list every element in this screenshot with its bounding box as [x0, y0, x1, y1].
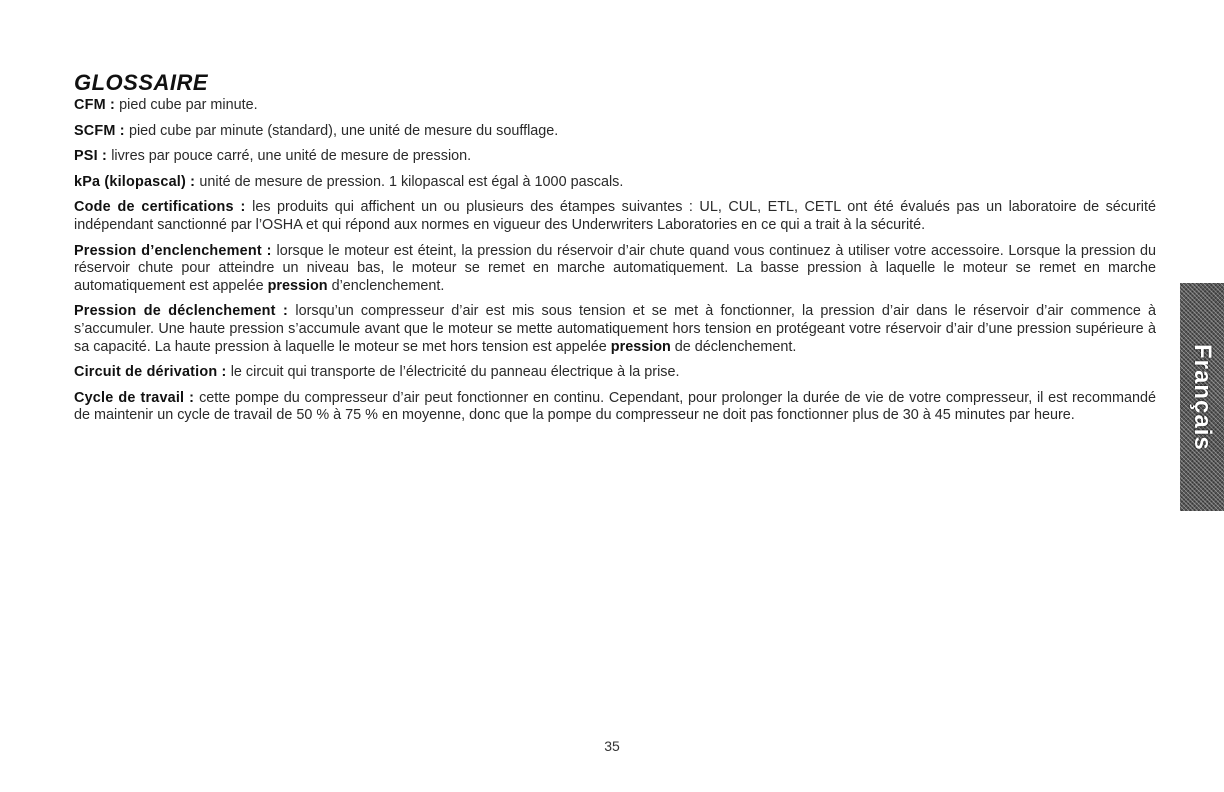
glossary-definition: livres par pouce carré, une unité de mesure de pression. — [111, 148, 472, 165]
glossary-entry — [74, 364, 1156, 382]
glossary-entry — [74, 174, 1156, 192]
glossary-emphasis: pression — [610, 338, 671, 355]
glossary-entry — [74, 148, 1156, 166]
glossary-definition: lorsque le moteur est éteint, la pression du réservoir d’air chute quand vous continuez à utiliser votre accessoire. Lorsque la pression du réservoir chute pour atteindre un niveau bas, le moteur se remet en marche automatiquement. La basse pression à laquelle le moteur se remet en marche automatiquement est appelée — [74, 242, 1156, 294]
glossary-term: Circuit de dérivation : — [74, 364, 231, 381]
glossary-term: SCFM : — [74, 122, 129, 139]
glossary-definition: pied cube par minute (standard), une unité de mesure du soufflage. — [128, 122, 559, 139]
glossary-definition: lorsqu’un compresseur d’air est mis sous tension et se met à fonctionner, la pression d’air dans le réservoir d’air commence à s’accumuler. Une haute pression s’accumule avant que le moteur se mette automatiquement hors tension en protégeant votre réservoir d’air d’une pression supérieure à sa capacité. La haute pression à laquelle le moteur se met hors tension est appelée — [74, 303, 1157, 355]
glossary-term: Pression d’enclenchement : — [74, 242, 277, 259]
glossary-definition: d’enclenchement. — [327, 277, 445, 294]
glossary-term: CFM : — [74, 97, 120, 113]
glossary-entry — [74, 97, 1156, 115]
glossary-entry — [74, 123, 1156, 141]
language-tab — [1180, 283, 1224, 511]
glossary-definition: cette pompe du compresseur d’air peut fonctionner en continu. Cependant, pour prolonger la durée de vie de votre compresseur, il est recommandé de maintenir un cycle de travail de 50 % à 75 % en moyenne, donc que la pompe du compresseur ne doit pas fonctionner plus de 30 à 45 minutes par heure. — [74, 389, 1156, 424]
glossary-definition: de déclenchement. — [670, 338, 797, 355]
glossary-title: GLOSSAIRE — [74, 70, 209, 95]
glossary-term: Pression de déclenchement : — [74, 303, 296, 320]
glossary-term: PSI : — [74, 148, 112, 165]
glossary-list — [74, 97, 1156, 433]
glossary-term: Cycle de travail : — [74, 389, 200, 406]
glossary-entry — [74, 303, 1156, 356]
glossary-definition: pied cube par minute. — [119, 97, 258, 113]
glossary-emphasis: pression — [267, 277, 328, 294]
glossary-term: kPa (kilopascal) : — [74, 173, 200, 190]
language-tab-label: Français — [1189, 343, 1216, 451]
glossary-definition: le circuit qui transporte de l’électricité du panneau électrique à la prise. — [230, 364, 680, 381]
glossary-entry — [74, 243, 1156, 296]
glossary-definition: unité de mesure de pression. 1 kilopascal est égal à 1000 pascals. — [199, 173, 624, 190]
glossary-entry — [74, 199, 1156, 234]
glossary-entry — [74, 390, 1156, 425]
glossary-definition: les produits qui affichent un ou plusieurs des étampes suivantes : UL, CUL, ETL, CETL ont été évalués pas un laboratoire de sécurité indépendant sanctionné par l’OSHA et qui répond aux normes en vigueur des Underwriters Laboratories en ce qui a trait à la sécurité. — [74, 199, 1156, 233]
glossary-term: Code de certifications : — [74, 199, 253, 216]
page-number: 35 — [604, 738, 620, 754]
